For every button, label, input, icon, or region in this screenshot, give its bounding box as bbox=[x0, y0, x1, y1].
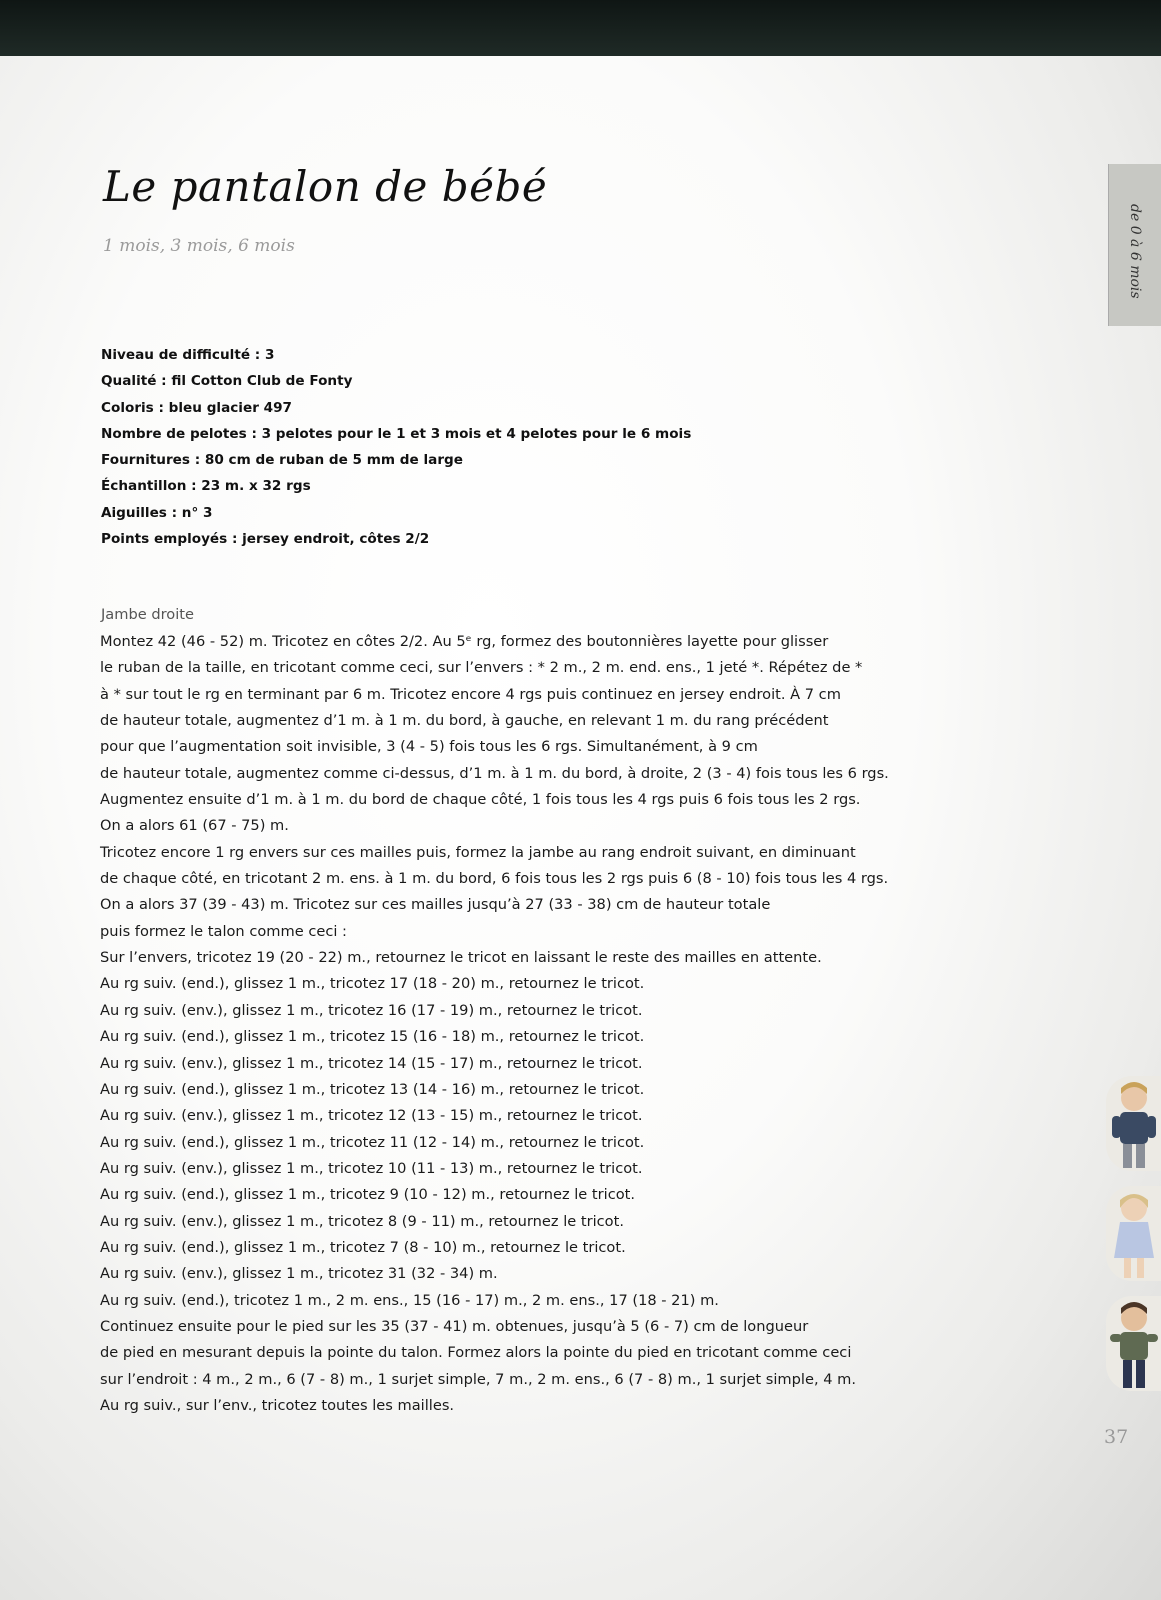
scan-top-edge bbox=[0, 0, 1161, 56]
spec-gauge: Échantillon : 23 m. x 32 rgs bbox=[101, 478, 311, 495]
spec-needles: Aiguilles : n° 3 bbox=[101, 504, 213, 521]
instruction-line: pour que l’augmentation soit invisible, 3 (4 - 5) fois tous les 6 rgs. Simultanément, à 9 cm bbox=[100, 738, 758, 756]
spec-color: Coloris : bleu glacier 497 bbox=[101, 399, 293, 416]
instruction-line: Au rg suiv., sur l’env., tricotez toutes les mailles. bbox=[100, 1396, 455, 1414]
instruction-line: Sur l’envers, tricotez 19 (20 - 22) m., retournez le tricot en laissant le reste des mailles en attente. bbox=[100, 949, 822, 967]
instruction-line: Au rg suiv. (end.), glissez 1 m., tricotez 17 (18 - 20) m., retournez le tricot. bbox=[100, 975, 645, 993]
book-page bbox=[0, 56, 1161, 1600]
instruction-line: à * sur tout le rg en terminant par 6 m. Tricotez encore 4 rgs puis continuez en jersey endroit. À 7 cm bbox=[100, 685, 841, 703]
instruction-line: Montez 42 (46 - 52) m. Tricotez en côtes 2/2. Au 5ᵉ rg, formez des boutonnières layette pour glisser bbox=[100, 633, 829, 650]
spec-stitches: Points employés : jersey endroit, côtes 2/2 bbox=[101, 531, 430, 548]
child-thumbnail-girl bbox=[1106, 1186, 1161, 1281]
instruction-line: Au rg suiv. (end.), glissez 1 m., tricotez 13 (14 - 16) m., retournez le tricot. bbox=[100, 1080, 645, 1098]
chapter-tab bbox=[1108, 164, 1161, 326]
instruction-line: Tricotez encore 1 rg envers sur ces mailles puis, formez la jambe au rang endroit suivant, en diminuant bbox=[100, 843, 856, 861]
instruction-line: sur l’endroit : 4 m., 2 m., 6 (7 - 8) m., 1 surjet simple, 7 m., 2 m. ens., 6 (7 - 8) m., 1 surjet simple, 4 m. bbox=[100, 1370, 857, 1388]
instruction-line: Au rg suiv. (env.), glissez 1 m., tricotez 16 (17 - 19) m., retournez le tricot. bbox=[100, 1001, 643, 1019]
instruction-line: On a alors 61 (67 - 75) m. bbox=[100, 817, 289, 835]
instruction-line: Au rg suiv. (env.), glissez 1 m., tricotez 8 (9 - 11) m., retournez le tricot. bbox=[100, 1212, 624, 1230]
spec-yarn: Qualité : fil Cotton Club de Fonty bbox=[101, 373, 353, 390]
instruction-line: Au rg suiv. (end.), glissez 1 m., tricotez 7 (8 - 10) m., retournez le tricot. bbox=[100, 1238, 626, 1256]
instruction-line: Au rg suiv. (env.), glissez 1 m., tricotez 14 (15 - 17) m., retournez le tricot. bbox=[100, 1054, 643, 1072]
instruction-line: Au rg suiv. (end.), glissez 1 m., tricotez 11 (12 - 14) m., retournez le tricot. bbox=[100, 1133, 645, 1151]
instruction-line: Continuez ensuite pour le pied sur les 35 (37 - 41) m. obtenues, jusqu’à 5 (6 - 7) cm de longueur bbox=[100, 1317, 809, 1335]
instruction-line: Au rg suiv. (env.), glissez 1 m., tricotez 31 (32 - 34) m. bbox=[100, 1265, 498, 1283]
instruction-line: de hauteur totale, augmentez d’1 m. à 1 m. du bord, à gauche, en relevant 1 m. du rang précédent bbox=[100, 712, 829, 730]
size-range: 1 mois, 3 mois, 6 mois bbox=[103, 236, 295, 256]
instruction-line: Au rg suiv. (env.), glissez 1 m., tricotez 12 (13 - 15) m., retournez le tricot. bbox=[100, 1107, 643, 1125]
section-title: Jambe droite bbox=[101, 606, 194, 623]
instruction-line: de pied en mesurant depuis la pointe du talon. Formez alors la pointe du pied en tricotant comme ceci bbox=[100, 1344, 852, 1362]
instruction-line: de hauteur totale, augmentez comme ci-dessus, d’1 m. à 1 m. du bord, à droite, 2 (3 - 4) fois tous les 6 rgs. bbox=[100, 764, 889, 782]
instruction-line: Au rg suiv. (env.), glissez 1 m., tricotez 10 (11 - 13) m., retournez le tricot. bbox=[100, 1159, 643, 1177]
page-title: Le pantalon de bébé bbox=[103, 162, 548, 211]
instruction-line: Augmentez ensuite d’1 m. à 1 m. du bord de chaque côté, 1 fois tous les 4 rgs puis 6 fois tous les 2 rgs. bbox=[100, 791, 861, 809]
instruction-line: le ruban de la taille, en tricotant comme ceci, sur l’envers : * 2 m., 2 m. end. ens., 1 jeté *. Répétez de * bbox=[100, 659, 863, 677]
specs-list bbox=[101, 342, 691, 552]
spec-balls: Nombre de pelotes : 3 pelotes pour le 1 et 3 mois et 4 pelotes pour le 6 mois bbox=[101, 425, 692, 442]
child-thumbnail-boy-2 bbox=[1106, 1296, 1161, 1391]
instruction-line: Au rg suiv. (end.), glissez 1 m., tricotez 15 (16 - 18) m., retournez le tricot. bbox=[100, 1028, 645, 1046]
chapter-tab-label: de 0 à 6 mois bbox=[1127, 204, 1143, 299]
spec-supplies: Fournitures : 80 cm de ruban de 5 mm de large bbox=[101, 452, 463, 469]
instruction-line: Au rg suiv. (end.), tricotez 1 m., 2 m. ens., 15 (16 - 17) m., 2 m. ens., 17 (18 - 21) m. bbox=[100, 1291, 719, 1309]
instruction-line: puis formez le talon comme ceci : bbox=[100, 922, 347, 940]
page-number: 37 bbox=[1104, 1426, 1129, 1448]
child-thumbnail-boy bbox=[1106, 1076, 1161, 1171]
spec-difficulty: Niveau de difficulté : 3 bbox=[101, 347, 275, 363]
instruction-line: Au rg suiv. (end.), glissez 1 m., tricotez 9 (10 - 12) m., retournez le tricot. bbox=[100, 1186, 636, 1204]
instructions-text bbox=[100, 629, 889, 1419]
instruction-line: On a alors 37 (39 - 43) m. Tricotez sur ces mailles jusqu’à 27 (33 - 38) cm de hauteur totale bbox=[100, 896, 771, 914]
instruction-line: de chaque côté, en tricotant 2 m. ens. à 1 m. du bord, 6 fois tous les 2 rgs puis 6 (8 - 10) fois tous les 4 rgs. bbox=[100, 870, 889, 888]
